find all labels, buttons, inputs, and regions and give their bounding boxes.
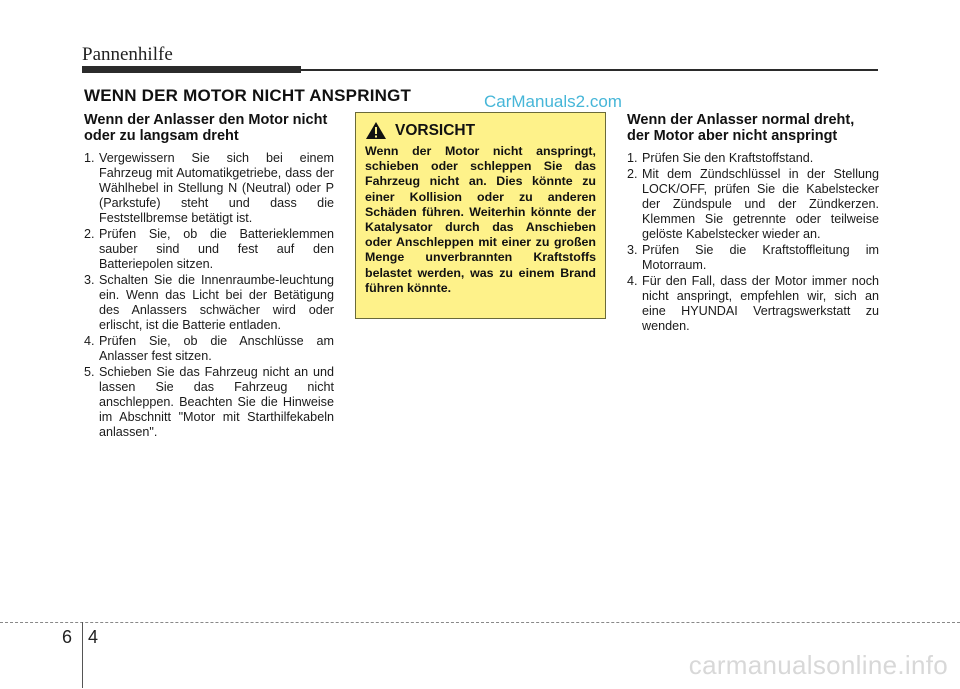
right-subheading: Wenn der Anlasser normal dreht, der Motor aber nicht anspringt — [627, 112, 855, 144]
list-item — [627, 167, 879, 242]
list-item — [84, 273, 334, 333]
section-title: WENN DER MOTOR NICHT ANSPRINGT — [84, 86, 412, 105]
list-item-text: Prüfen Sie den Kraftstoffstand. — [642, 151, 814, 165]
list-item-text: Für den Fall, dass der Motor immer noch nicht anspringt, empfehlen wir, sich an eine HYUNDAI Vertragswerkstatt zu wenden. — [642, 274, 879, 333]
list-item-text: Schieben Sie das Fahrzeug nicht an und lassen Sie das Fahrzeug nicht anschleppen. Beachten Sie die Hinweise im Abschnitt "Motor mit Starthilfekabeln anlassen". — [99, 365, 334, 439]
left-step-list — [84, 151, 334, 440]
right-step-list — [627, 151, 879, 334]
page-number-divider — [82, 622, 83, 688]
list-item-text: Prüfen Sie die Kraftstoffleitung im Motorraum. — [642, 243, 879, 272]
page-number: 4 — [88, 627, 99, 647]
watermark-top: CarManuals2.com — [484, 92, 622, 111]
list-item-text: Prüfen Sie, ob die Batterieklemmen sauber sind und fest auf den Batteriepolen sitzen. — [99, 227, 334, 271]
list-item-number: 2. — [627, 167, 638, 181]
list-item — [627, 151, 879, 166]
list-item-number: 1. — [84, 151, 95, 165]
header-bar-thin — [301, 69, 878, 71]
list-item — [84, 151, 334, 226]
caution-header — [365, 121, 596, 140]
list-item-number: 3. — [627, 243, 638, 257]
caution-body: Wenn der Motor nicht anspringt, schieben oder schleppen Sie das Fahrzeug nicht an. Dies könnte zu einer Kollision oder zu anderen Schäden führen. Weiterhin könnte der Katalysator durch das Anschieben oder Anschleppen mit einer zu großen Menge unverbrannten Kraftstoffs belastet werden, was zu einem Brand führen könnte. — [365, 144, 596, 295]
list-item-number: 1. — [627, 151, 638, 165]
watermark-bottom: carmanualsonline.info — [688, 650, 948, 680]
footer-divider — [0, 622, 960, 623]
list-item — [627, 243, 879, 273]
list-item — [84, 227, 334, 272]
list-item-text: Schalten Sie die Innenraumbe-leuchtung ein. Wenn das Licht bei der Betätigung des Anlassers schwächer wird oder erlischt, ist die Batterie entladen. — [99, 273, 334, 332]
list-item — [627, 274, 879, 334]
header-bar-thick — [82, 66, 301, 73]
list-item-number: 5. — [84, 365, 95, 379]
caution-title: VORSICHT — [395, 121, 476, 139]
caution-box — [355, 112, 606, 319]
list-item — [84, 334, 334, 364]
list-item-number: 4. — [84, 334, 95, 348]
list-item-text: Mit dem Zündschlüssel in der Stellung LOCK/OFF, prüfen Sie die Kabelstecker der Zündspule und der Zündkerzen. Klemmen Sie getrennte oder teilweise gelöste Kabelstecker wieder an. — [642, 167, 879, 241]
warning-triangle-icon — [365, 121, 387, 140]
list-item — [84, 365, 334, 440]
chapter-number: 6 — [62, 627, 73, 647]
list-item-number: 3. — [84, 273, 95, 287]
list-item-text: Prüfen Sie, ob die Anschlüsse am Anlasser fest sitzen. — [99, 334, 334, 363]
list-item-number: 2. — [84, 227, 95, 241]
left-subheading: Wenn der Anlasser den Motor nicht oder zu langsam dreht — [84, 112, 328, 144]
chapter-header-title: Pannenhilfe — [82, 44, 173, 65]
left-column — [84, 112, 334, 441]
list-item-text: Vergewissern Sie sich bei einem Fahrzeug mit Automatikgetriebe, dass der Wählhebel in Stellung N (Neutral) oder P (Parkstufe) steht und dass die Feststellbremse betätigt ist. — [99, 151, 334, 225]
right-column — [627, 112, 879, 335]
list-item-number: 4. — [627, 274, 638, 288]
